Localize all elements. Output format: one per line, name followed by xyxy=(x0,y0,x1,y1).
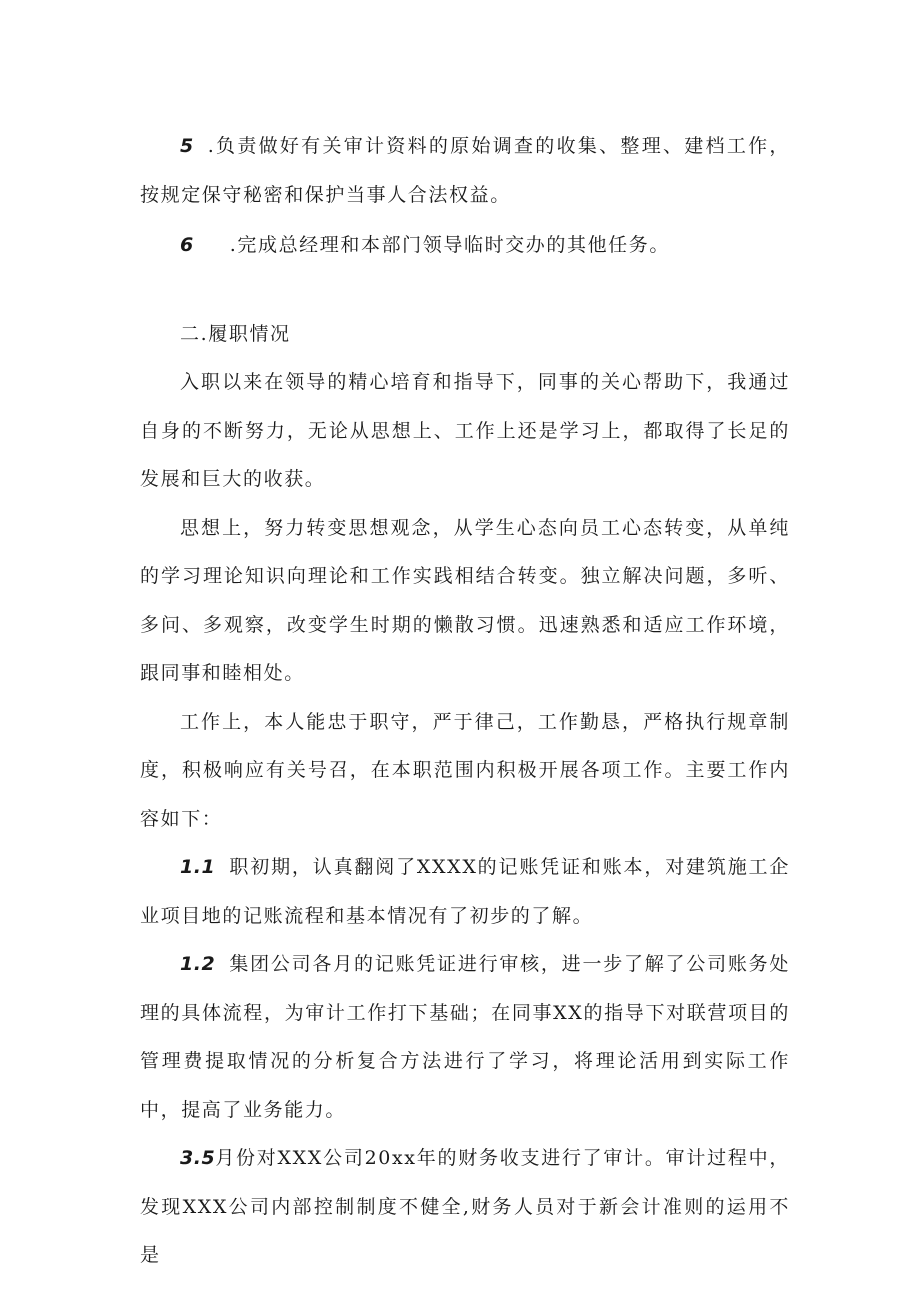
item-text: 职初期，认真翻阅了XXXX的记账凭证和账本，对建筑施工企业项目地的记账流程和基本情况有了初步的了解。 xyxy=(140,856,790,927)
paragraph-item-1-2 xyxy=(140,940,790,1134)
item-text: .完成总经理和本部门领导临时交办的其他任务。 xyxy=(229,234,670,256)
paragraph-item-3-5 xyxy=(140,1134,790,1280)
paragraph-work: 工作上，本人能忠于职守，严于律己，工作勤恳，严格执行规章制度，积极响应有关号召，在本职范围内积极开展各项工作。主要工作内容如下： xyxy=(140,710,790,830)
section-heading: 二.履职情况 xyxy=(180,322,291,345)
item-number: 5 xyxy=(180,135,194,157)
paragraph-thought: 思想上，努力转变思想观念，从学生心态向员工心态转变，从单纯的学习理论知识向理论和工作实践相结合转变。独立解决问题，多听、多问、多观察，改变学生时期的懒散习惯。迅速熟悉和适应工作环境，跟同事和睦相处。 xyxy=(140,516,790,684)
document-body xyxy=(140,122,790,1280)
item-number: 3.5 xyxy=(180,1147,216,1169)
item-number: 6 xyxy=(180,234,194,256)
paragraph-intro: 入职以来在领导的精心培育和指导下，同事的关心帮助下，我通过自身的不断努力，无论从思想上、工作上还是学习上，都取得了长足的发展和巨大的收获。 xyxy=(140,371,790,490)
item-number: 1.1 xyxy=(180,856,216,878)
item-number: 1.2 xyxy=(180,953,216,975)
item-text: .负责做好有关审计资料的原始调查的收集、整理、建档工作，按规定保守秘密和保护当事人合法权益。 xyxy=(140,135,790,206)
paragraph-item-6 xyxy=(140,221,790,270)
item-text: 集团公司各月的记账凭证进行审核，进一步了解了公司账务处理的具体流程，为审计工作打下基础；在同事XX的指导下对联营项目的管理费提取情况的分析复合方法进行了学习，将理论活用到实际工作中，提高了业务能力。 xyxy=(140,953,790,1121)
item-text: 月份对XXX公司20xx年的财务收支进行了审计。审计过程中，发现XXX公司内部控制制度不健全,财务人员对于新会计准则的运用不是 xyxy=(140,1147,790,1266)
paragraph-item-5 xyxy=(140,122,790,219)
paragraph-item-1-1 xyxy=(140,843,790,940)
